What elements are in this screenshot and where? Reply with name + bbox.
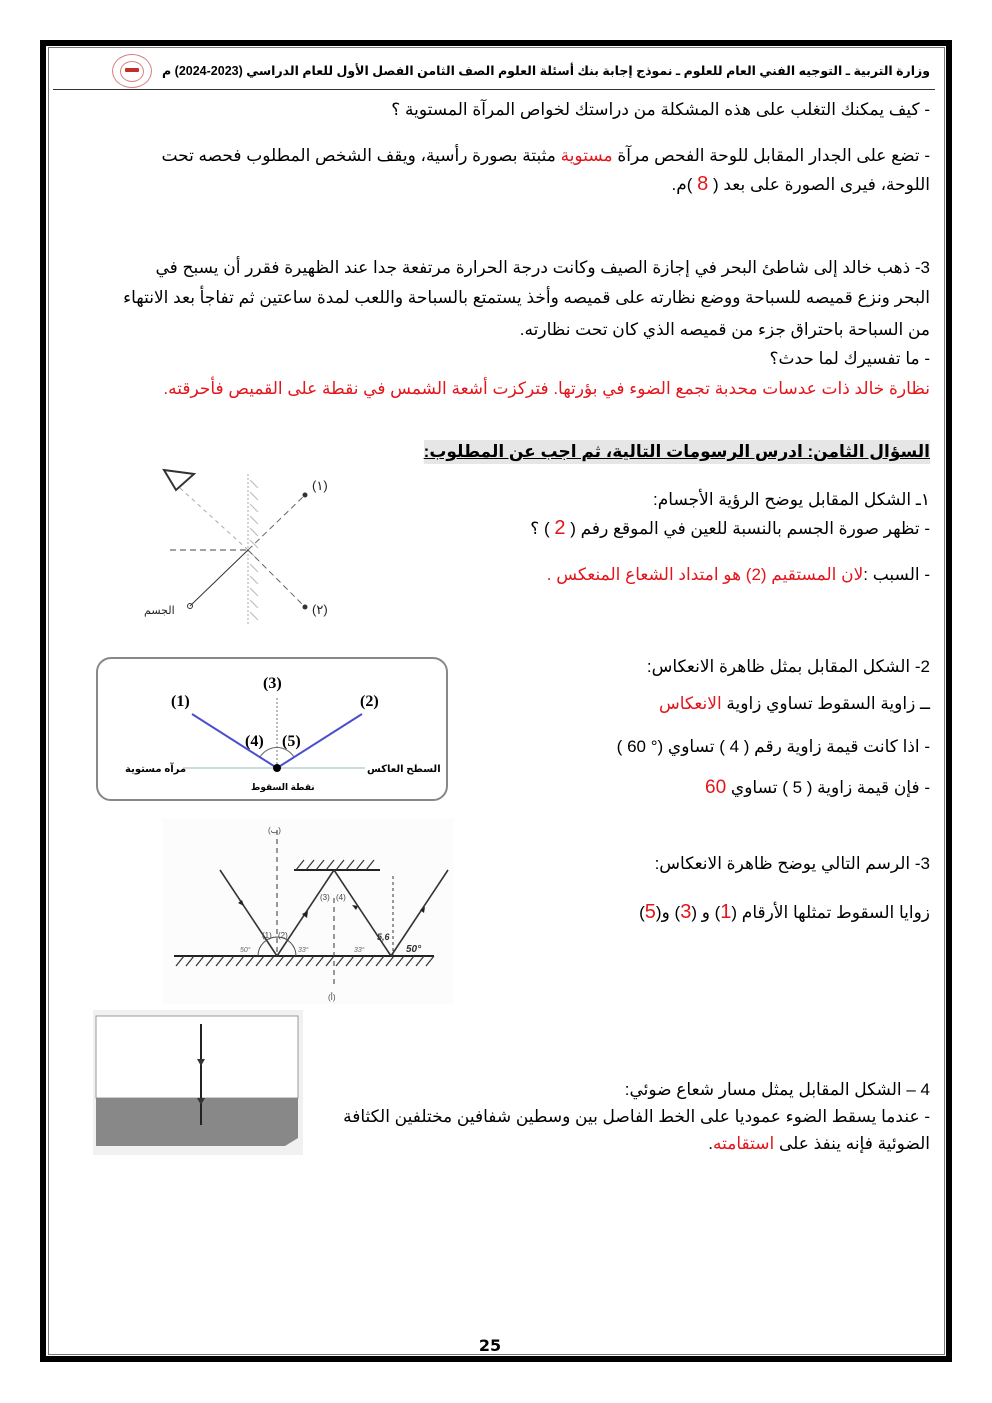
svg-text:نقطة السقوط: نقطة السقوط (251, 782, 315, 792)
header-title: وزارة التربية ـ التوجيه الفني العام للعلوم ـ نموذج إجابة بنك أسئلة العلوم الصف الثامن الفصل الأول للعام الدراسي (2023-2024) م (162, 64, 930, 78)
q3-line1: 3- ذهب خالد إلى شاطئ البحر في إجازة الصيف وكانت درجة الحرارة مرتفعة جدا عند الظهيرة فقرر أن يسبح في (155, 258, 930, 277)
figure-reflection-law (95, 656, 451, 804)
svg-text:(3): (3) (320, 893, 330, 902)
svg-text:مرآه مستوية: مرآه مستوية (125, 764, 187, 775)
q3-line3: من السباحة باحتراق جزء من قميصه الذي كان تحت نظارته. (519, 320, 930, 339)
svg-text:(4): (4) (245, 733, 264, 750)
item1-question: - تظهر صورة الجسم بالنسبة للعين في الموقع رفم ( 2 ) ؟ (530, 517, 930, 539)
figure-mirror-viewing (140, 462, 380, 630)
item3-title: 3- الرسم التالي يوضح ظاهرة الانعكاس: (654, 854, 930, 873)
svg-text:(2): (2) (360, 693, 379, 710)
svg-text:(2): (2) (278, 931, 288, 940)
mirror-answer-line1: - تضع على الجدار المقابل للوحة الفحص مرآة مستوية مثبتة بصورة رأسية، ويقف الشخص المطلوب فحصه تحت (161, 146, 930, 165)
q3-answer: نظارة خالد ذات عدسات محدبة تجمع الضوء في بؤرتها. فتركزت أشعة الشمس في نقطة على القميص فأحرقته. (163, 379, 930, 398)
svg-text:الجسم: الجسم (144, 605, 175, 617)
svg-text:(1): (1) (262, 931, 272, 940)
item3-answer: زوايا السقوط تمثلها الأرقام (1) و (3) و(5) (639, 901, 930, 923)
q8-title: السؤال الثامن: ادرس الرسومات التالية، ثم اجب عن المطلوب: (424, 440, 930, 464)
svg-text:33°: 33° (354, 947, 365, 954)
item4-title: 4 – الشكل المقابل يمثل مسار شعاع ضوئي: (624, 1080, 930, 1099)
svg-text:السطح العاكس: السطح العاكس (367, 764, 441, 775)
page-header (60, 50, 940, 90)
item2-line1: ــ زاوية السقوط تساوي زاوية الانعكاس (659, 694, 930, 713)
figure-normal-incidence (93, 1010, 303, 1155)
svg-text:(أ): (أ) (328, 993, 336, 1002)
page-number: 25 (478, 1336, 502, 1355)
item1-reason: - السبب :لان المستقيم (2) هو امتداد الشعاع المنعكس . (546, 565, 930, 584)
item4-line2: الضوئية فإنه ينفذ على استقامته. (708, 1134, 930, 1153)
svg-text:(١): (١) (312, 478, 328, 493)
svg-text:50°: 50° (406, 944, 422, 955)
svg-text:(٢): (٢) (312, 602, 328, 617)
mirror-answer-line2: اللوحة، فيرى الصورة على بعد ( 8 )م. (671, 173, 930, 195)
figure-multiple-reflection (162, 818, 454, 1004)
q3-line2: البحر ونزع قميصه للسباحة ووضع نظارته على قميصه وأخذ يستمتع بالسباحة واللعب لمدة ساعتين ثم تفاجأ بعد الانتهاء (123, 288, 930, 307)
eye-icon (164, 470, 194, 490)
item2-title: 2- الشكل المقابل بمثل ظاهرة الانعكاس: (646, 657, 930, 676)
stamp-text-mark (125, 68, 139, 72)
item2-line3: - فإن قيمة زاوية ( 5 ) تساوي 60 (705, 777, 930, 798)
ministry-stamp-logo (112, 54, 152, 88)
svg-text:33°: 33° (298, 947, 309, 954)
svg-text:(1): (1) (171, 693, 190, 710)
item1-title: ١ـ الشكل المقابل يوضح الرؤية الأجسام: (653, 490, 930, 509)
header-divider (53, 89, 935, 90)
item4-line1: - عندما يسقط الضوء عموديا على الخط الفاصل بين وسطين شفافين مختلفين الكثافة (343, 1107, 930, 1126)
svg-text:5,6: 5,6 (377, 932, 390, 942)
svg-text:50°: 50° (240, 947, 251, 954)
svg-text:(3): (3) (263, 675, 282, 692)
q3-prompt: - ما تفسيرك لما حدث؟ (769, 349, 930, 368)
mirror-question: - كيف يمكنك التغلب على هذه المشكلة من دراستك لخواص المرآة المستوية ؟ (391, 100, 930, 119)
item2-line2: - اذا كانت قيمة زاوية رقم ( 4 ) تساوي (° 60 ) (616, 737, 930, 756)
svg-text:(5): (5) (282, 733, 301, 750)
svg-text:(4): (4) (336, 893, 346, 902)
svg-text:(ب): (ب) (268, 826, 281, 835)
